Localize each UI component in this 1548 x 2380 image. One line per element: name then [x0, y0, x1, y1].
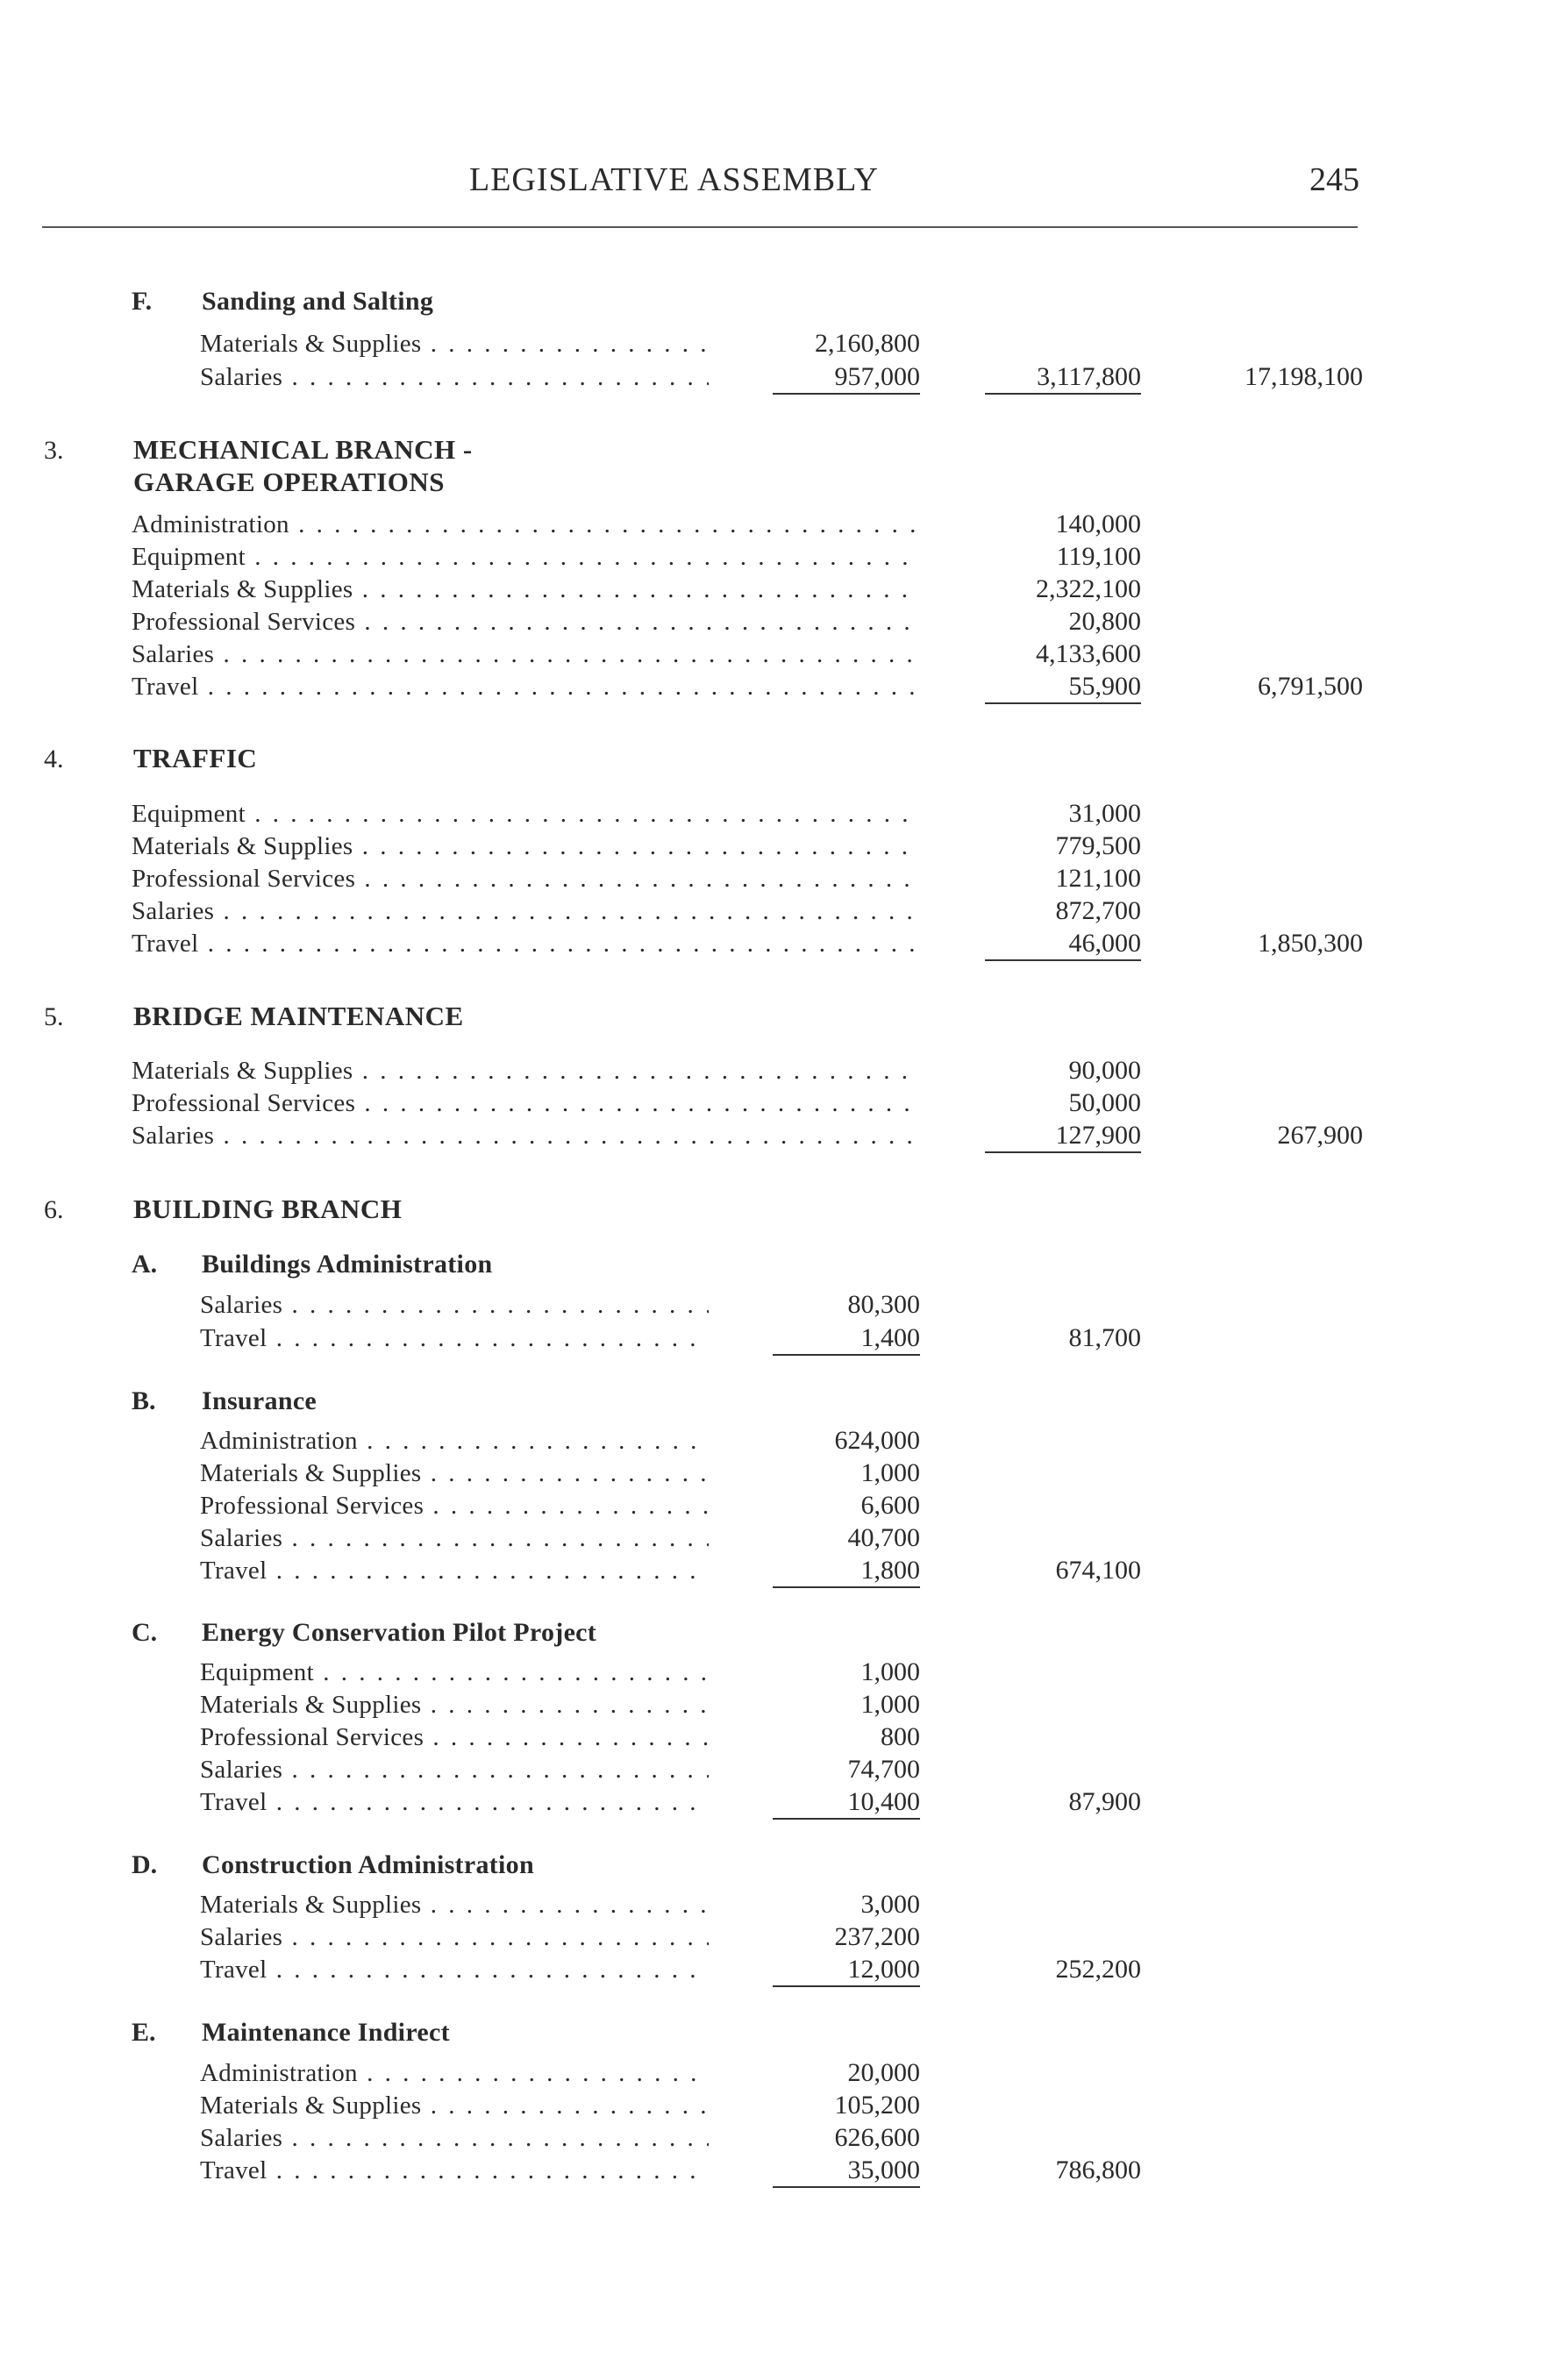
line-item-amount: 626,600 [834, 2123, 920, 2152]
branch-total: 17,198,100 [1245, 362, 1363, 391]
line-item-label: Salaries . . . [200, 1921, 709, 1953]
line-item-label: Materials & Supplies . . . [132, 574, 921, 605]
sub-total: 87,900 [1068, 1787, 1141, 1816]
section-heading: GARAGE OPERATIONS [133, 467, 445, 497]
line-item-amount: 4,133,600 [1036, 639, 1141, 668]
line-item-amount: 2,322,100 [1036, 574, 1141, 603]
sub-heading: Insurance [202, 1386, 317, 1415]
section-total: 6,791,500 [1258, 672, 1363, 701]
line-item-amount: 121,100 [1055, 864, 1141, 893]
line-item-amount: 20,800 [1068, 607, 1141, 636]
line-item-label: Travel . . . [132, 928, 921, 959]
line-item-amount: 624,000 [834, 1426, 920, 1455]
line-item-amount: 1,800 [773, 1555, 920, 1588]
line-item-amount: 20,000 [847, 2058, 920, 2087]
line-item-label: Professional Services . . . [132, 606, 921, 638]
line-item-label: Salaries . . . [132, 895, 921, 927]
line-item-label: Equipment . . . [200, 1657, 709, 1688]
line-item-amount: 105,200 [834, 2091, 920, 2120]
line-item-label: Salaries . . . [132, 638, 921, 670]
section-number: 5. [44, 1002, 64, 1031]
line-item-label: Equipment . . . [132, 541, 921, 573]
section-total: 1,850,300 [1258, 929, 1363, 958]
line-item-amount: 119,100 [1056, 542, 1141, 571]
line-item-label: Salaries . . . [200, 1522, 709, 1554]
sub-heading: Buildings Administration [202, 1250, 493, 1279]
line-item-amount: 2,160,800 [815, 329, 920, 358]
section-heading: BUILDING BRANCH [133, 1194, 403, 1224]
line-item-label: Materials & Supplies . . . [200, 328, 709, 360]
line-item-amount: 237,200 [834, 1922, 920, 1951]
sub-total: 252,200 [1055, 1955, 1141, 1984]
line-item-label: Professional Services . . . [132, 863, 921, 894]
line-item-amount: 35,000 [773, 2155, 920, 2188]
line-item-amount: 80,300 [847, 1290, 920, 1319]
line-item-amount: 12,000 [773, 1954, 920, 1987]
sub-letter: B. [132, 1386, 156, 1415]
line-item-label: Materials & Supplies . . . [200, 2090, 709, 2121]
section-number: 3. [44, 436, 64, 465]
line-item-amount: 1,000 [860, 1690, 920, 1719]
line-item-label: Salaries . . . [132, 1120, 921, 1151]
sub-letter: C. [132, 1618, 158, 1647]
line-item-amount: 1,000 [860, 1657, 920, 1686]
line-item-amount: 1,000 [860, 1458, 920, 1487]
line-item-amount: 50,000 [1068, 1088, 1141, 1117]
section-subtotal: 3,117,800 [985, 361, 1141, 395]
sub-heading: Construction Administration [202, 1850, 534, 1879]
sub-letter-f: F. [132, 287, 153, 316]
line-item-label: Administration . . . [200, 1425, 709, 1457]
page-number: 245 [1309, 161, 1359, 198]
line-item-label: Materials & Supplies . . . [132, 1055, 921, 1087]
line-item-amount: 779,500 [1055, 831, 1141, 860]
section-total: 267,900 [1277, 1121, 1363, 1150]
line-item-amount: 140,000 [1055, 509, 1141, 538]
line-item-label: Salaries . . . [200, 2122, 709, 2154]
sub-letter: A. [132, 1250, 158, 1279]
section-number: 4. [44, 745, 64, 773]
line-item-label: Administration . . . [132, 509, 921, 540]
line-item-label: Equipment . . . [132, 798, 921, 830]
line-item-label: Professional Services . . . [200, 1721, 709, 1753]
sub-heading: Maintenance Indirect [202, 2018, 450, 2047]
line-item-label: Administration . . . [200, 2057, 709, 2089]
line-item-label: Materials & Supplies . . . [200, 1457, 709, 1489]
line-item-amount: 1,400 [773, 1322, 920, 1356]
line-item-amount: 40,700 [847, 1523, 920, 1552]
line-item-amount: 127,900 [985, 1120, 1141, 1153]
line-item-label: Materials & Supplies . . . [200, 1889, 709, 1920]
line-item-label: Travel . . . [132, 671, 921, 702]
section-heading: MECHANICAL BRANCH - [133, 434, 473, 465]
header-rule [42, 226, 1358, 228]
line-item-label: Salaries . . . [200, 361, 709, 393]
sub-letter: E. [132, 2018, 156, 2047]
line-item-label: Travel . . . [200, 1555, 709, 1586]
sub-heading: Energy Conservation Pilot Project [202, 1618, 597, 1647]
line-item-amount: 74,700 [847, 1755, 920, 1784]
line-item-label: Travel . . . [200, 1322, 709, 1354]
line-item-amount: 800 [881, 1722, 920, 1751]
line-item-amount: 90,000 [1068, 1056, 1141, 1085]
sub-letter: D. [132, 1850, 158, 1879]
section-heading: TRAFFIC [133, 743, 258, 773]
line-item-amount: 957,000 [773, 361, 920, 395]
line-item-amount: 31,000 [1068, 799, 1141, 828]
line-item-amount: 46,000 [985, 928, 1141, 961]
line-item-amount: 872,700 [1055, 896, 1141, 925]
line-item-label: Materials & Supplies . . . [132, 830, 921, 862]
sub-total: 674,100 [1055, 1556, 1141, 1585]
section-number: 6. [44, 1195, 64, 1224]
sub-heading-sanding: Sanding and Salting [202, 287, 434, 316]
line-item-label: Salaries . . . [200, 1754, 709, 1785]
sub-total: 81,700 [1068, 1323, 1141, 1352]
line-item-label: Travel . . . [200, 1954, 709, 1985]
line-item-label: Travel . . . [200, 2155, 709, 2186]
line-item-label: Materials & Supplies . . . [200, 1689, 709, 1721]
line-item-label: Professional Services . . . [200, 1490, 709, 1521]
line-item-label: Professional Services . . . [132, 1087, 921, 1119]
page-header-title: LEGISLATIVE ASSEMBLY [469, 161, 879, 198]
line-item-amount: 55,900 [985, 671, 1141, 704]
line-item-label: Travel . . . [200, 1786, 709, 1818]
line-item-amount: 6,600 [860, 1491, 920, 1520]
line-item-amount: 3,000 [860, 1890, 920, 1919]
section-heading: BRIDGE MAINTENANCE [133, 1001, 464, 1031]
sub-total: 786,800 [1055, 2156, 1141, 2184]
line-item-amount: 10,400 [773, 1786, 920, 1820]
line-item-label: Salaries . . . [200, 1289, 709, 1321]
